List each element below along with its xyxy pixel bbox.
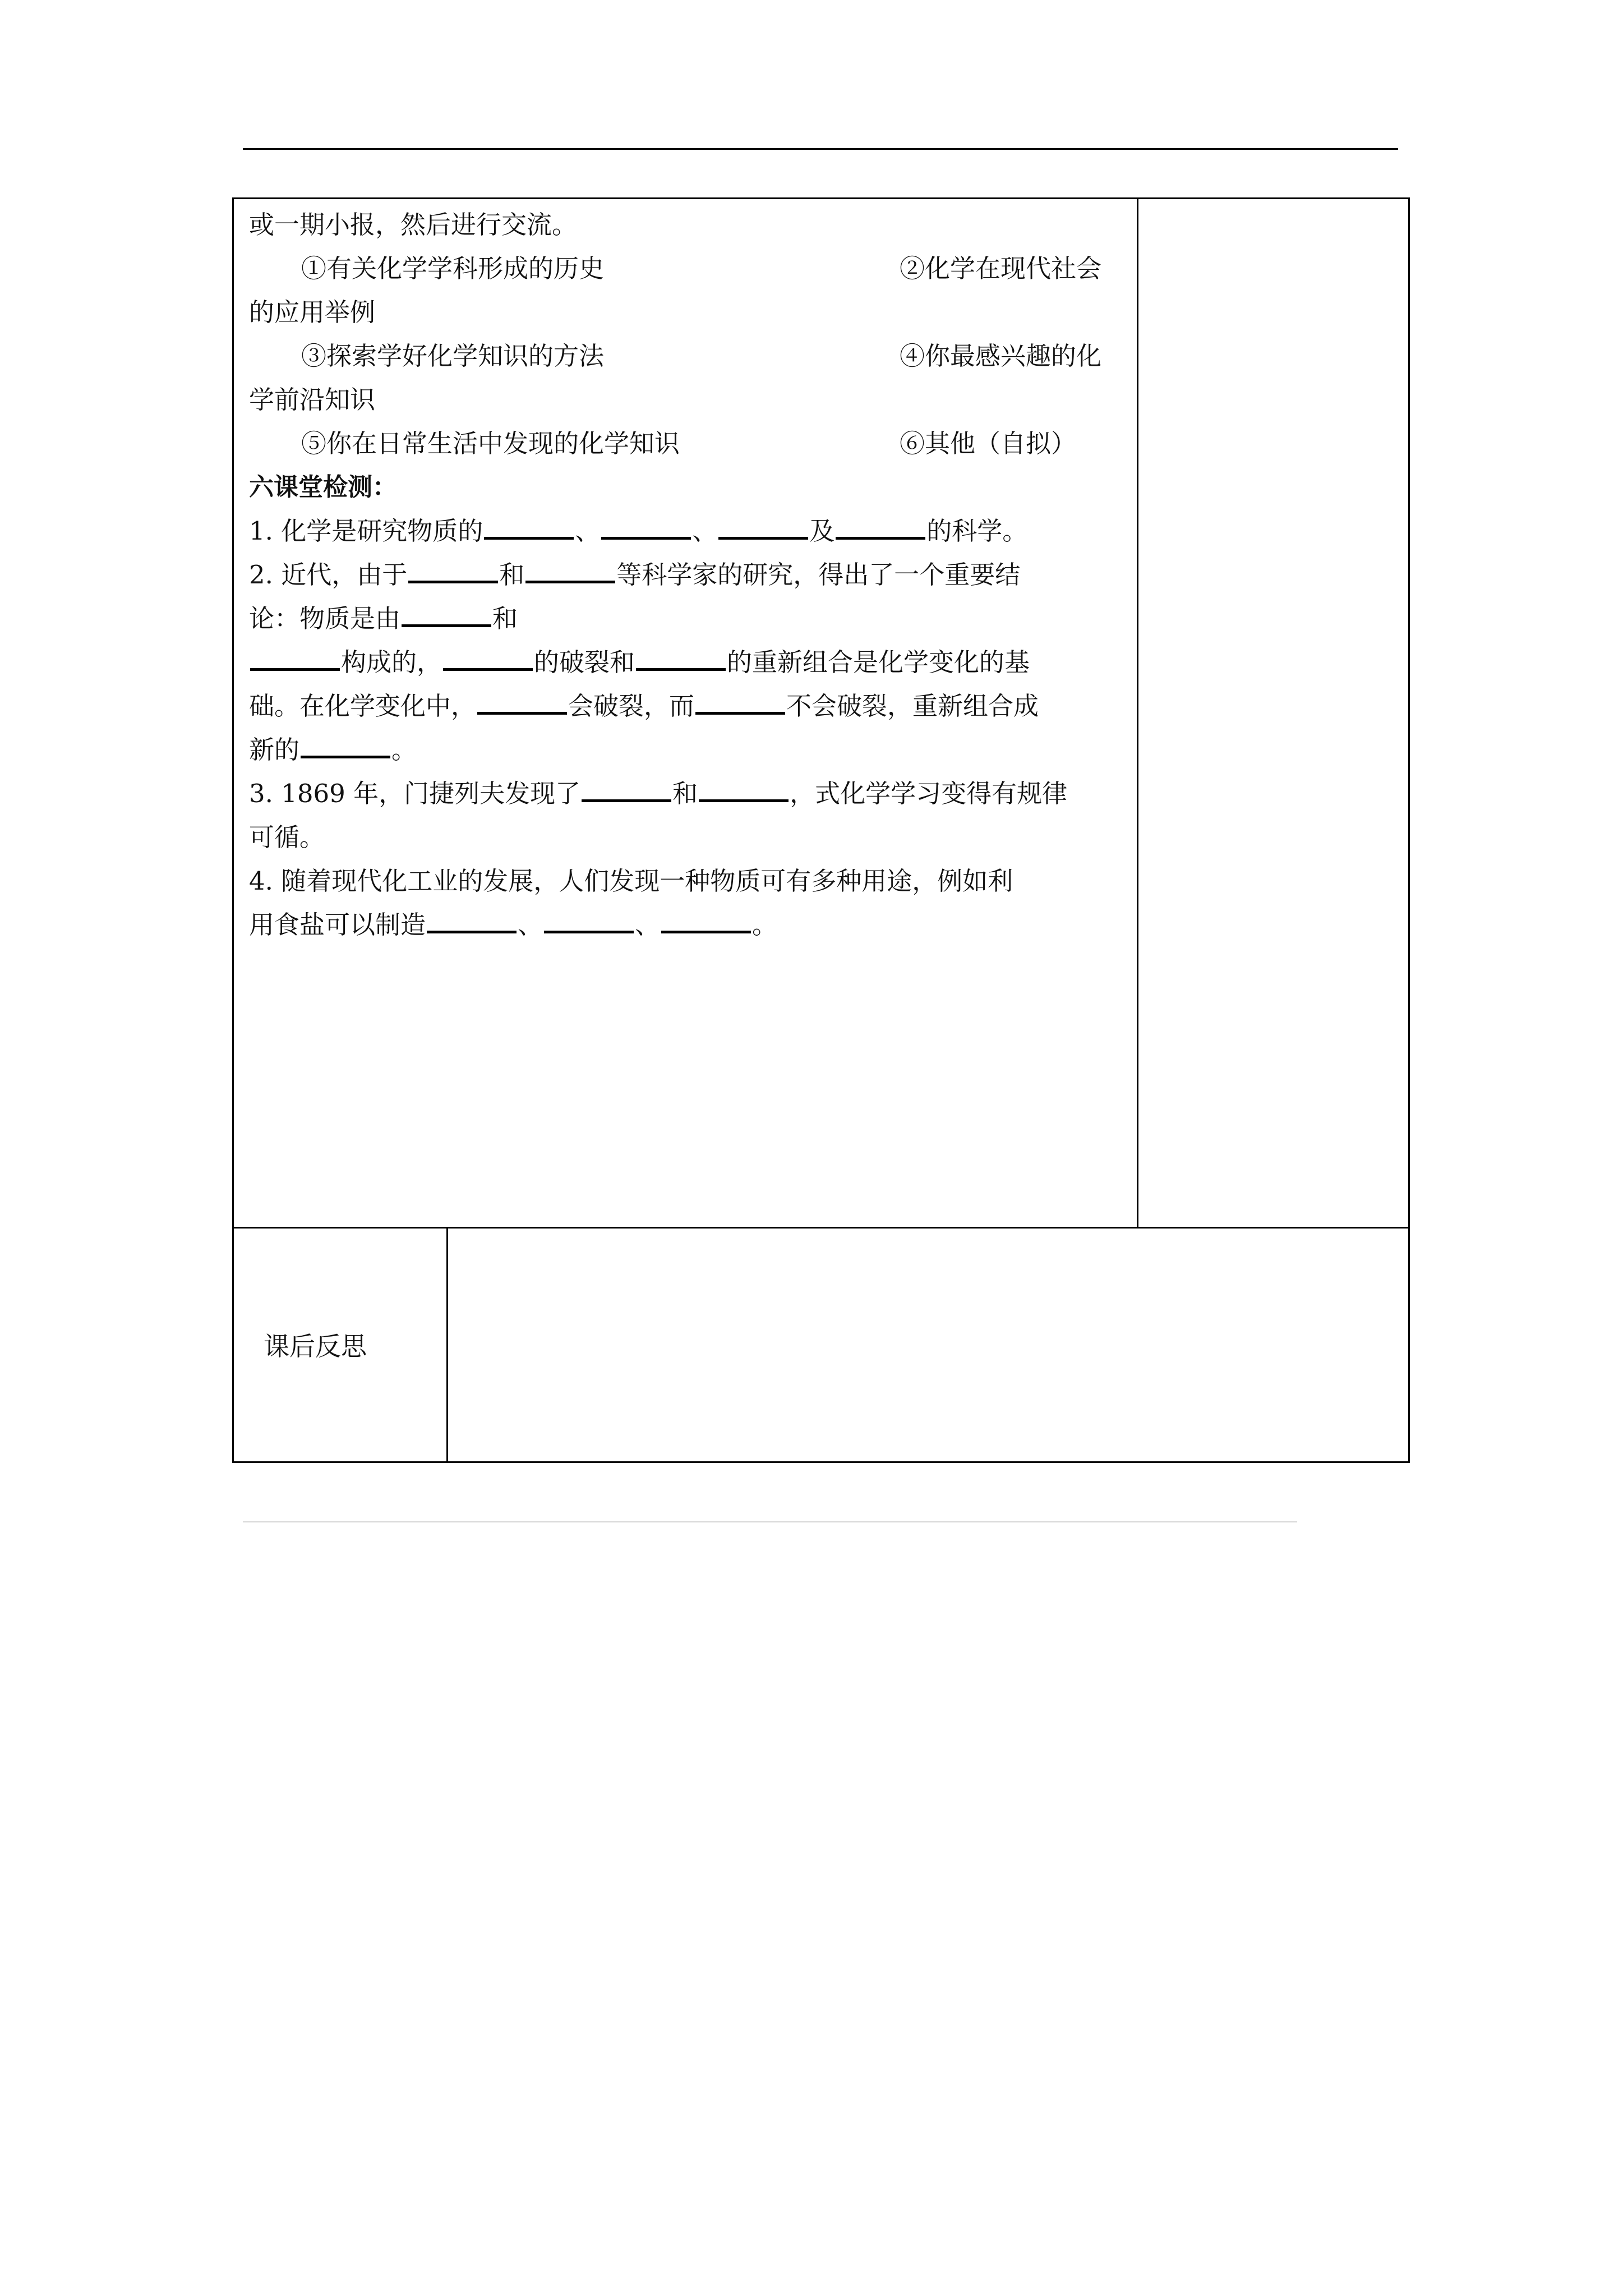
intro-continuation: 或一期小报，然后进行交流。 bbox=[249, 210, 578, 240]
footer-rule bbox=[243, 1521, 1297, 1522]
reflection-label: 课后反思 bbox=[264, 1331, 367, 1361]
topic-item: ③探索学好化学知识的方法 bbox=[301, 341, 605, 371]
question-text: 不会破裂，重新组合成 bbox=[786, 691, 1039, 721]
answer-blank[interactable] bbox=[718, 512, 808, 540]
answer-blank[interactable] bbox=[301, 731, 390, 758]
question-2-line bbox=[249, 641, 1129, 684]
answer-blank[interactable] bbox=[477, 687, 567, 715]
question-text: 。 bbox=[752, 910, 778, 940]
topic-row bbox=[249, 334, 1129, 378]
topic-item: ⑤你在日常生活中发现的化学知识 bbox=[301, 429, 680, 458]
separator: 、 bbox=[635, 910, 661, 940]
question-text: 1. 化学是研究物质的 bbox=[249, 516, 483, 546]
question-text: 和 bbox=[492, 604, 518, 633]
answer-blank[interactable] bbox=[661, 906, 751, 933]
answer-blank[interactable] bbox=[427, 906, 517, 933]
question-3-line bbox=[249, 772, 1129, 816]
question-text: 用食盐可以制造 bbox=[249, 910, 426, 940]
question-text: 会破裂，而 bbox=[568, 691, 695, 721]
question-1 bbox=[249, 509, 1129, 553]
section-heading: 六课堂检测： bbox=[249, 473, 397, 501]
question-text: 3. 1869 年，门捷列夫发现了 bbox=[249, 779, 581, 808]
separator: 、 bbox=[518, 910, 543, 940]
question-4-line bbox=[249, 903, 1129, 947]
answer-blank[interactable] bbox=[525, 556, 615, 583]
question-2-line bbox=[249, 553, 1129, 597]
header-rule bbox=[243, 148, 1398, 150]
question-text: ，式化学学习变得有规律 bbox=[790, 779, 1068, 808]
question-text: 新的 bbox=[249, 735, 300, 765]
question-2-line bbox=[249, 597, 1129, 641]
answer-blank[interactable] bbox=[443, 643, 533, 671]
question-3-line: 可循。 bbox=[249, 822, 325, 852]
separator: 、 bbox=[692, 516, 718, 546]
notes-column-divider bbox=[1137, 197, 1138, 1228]
answer-blank[interactable] bbox=[408, 556, 498, 583]
answer-blank[interactable] bbox=[695, 687, 785, 715]
question-2-line bbox=[249, 728, 1129, 772]
topic-item: ⑥其他（自拟） bbox=[900, 429, 1077, 458]
topic-continuation: 的应用举例 bbox=[249, 297, 376, 327]
topic-continuation: 学前沿知识 bbox=[249, 385, 376, 415]
question-text: 。 bbox=[391, 735, 417, 765]
reflection-row-divider bbox=[232, 1227, 1410, 1228]
answer-blank[interactable] bbox=[544, 906, 634, 933]
answer-blank[interactable] bbox=[484, 512, 574, 540]
answer-blank[interactable] bbox=[402, 600, 491, 627]
question-text: 论：物质是由 bbox=[249, 604, 401, 633]
question-text: 和 bbox=[499, 560, 525, 590]
question-text: 础。在化学变化中， bbox=[249, 691, 477, 721]
question-text: 等科学家的研究，得出了一个重要结 bbox=[616, 560, 1021, 590]
question-text: 2. 近代，由于 bbox=[249, 560, 408, 590]
separator: 、 bbox=[575, 516, 601, 546]
question-text: 的重新组合是化学变化的基 bbox=[727, 647, 1030, 677]
topic-item: ②化学在现代社会 bbox=[900, 254, 1102, 283]
question-text: 的科学。 bbox=[926, 516, 1028, 546]
question-2-line bbox=[249, 684, 1129, 728]
topic-row bbox=[249, 247, 1129, 291]
answer-blank[interactable] bbox=[636, 643, 726, 671]
topic-item: ④你最感兴趣的化 bbox=[900, 341, 1102, 371]
topic-row bbox=[249, 422, 1129, 466]
question-text: 和 bbox=[672, 779, 698, 808]
question-text: 的破裂和 bbox=[534, 647, 635, 677]
main-content-cell bbox=[249, 203, 1129, 947]
topic-item: ①有关化学学科形成的历史 bbox=[301, 254, 605, 283]
question-text: 及 bbox=[809, 516, 835, 546]
answer-blank[interactable] bbox=[582, 775, 671, 802]
reflection-label-divider bbox=[446, 1227, 448, 1463]
answer-blank[interactable] bbox=[250, 643, 340, 671]
answer-blank[interactable] bbox=[601, 512, 691, 540]
question-text: 构成的， bbox=[341, 647, 442, 677]
answer-blank[interactable] bbox=[699, 775, 789, 802]
answer-blank[interactable] bbox=[836, 512, 925, 540]
question-4-line: 4. 随着现代化工业的发展，人们发现一种物质可有多种用途，例如利 bbox=[249, 866, 1013, 896]
